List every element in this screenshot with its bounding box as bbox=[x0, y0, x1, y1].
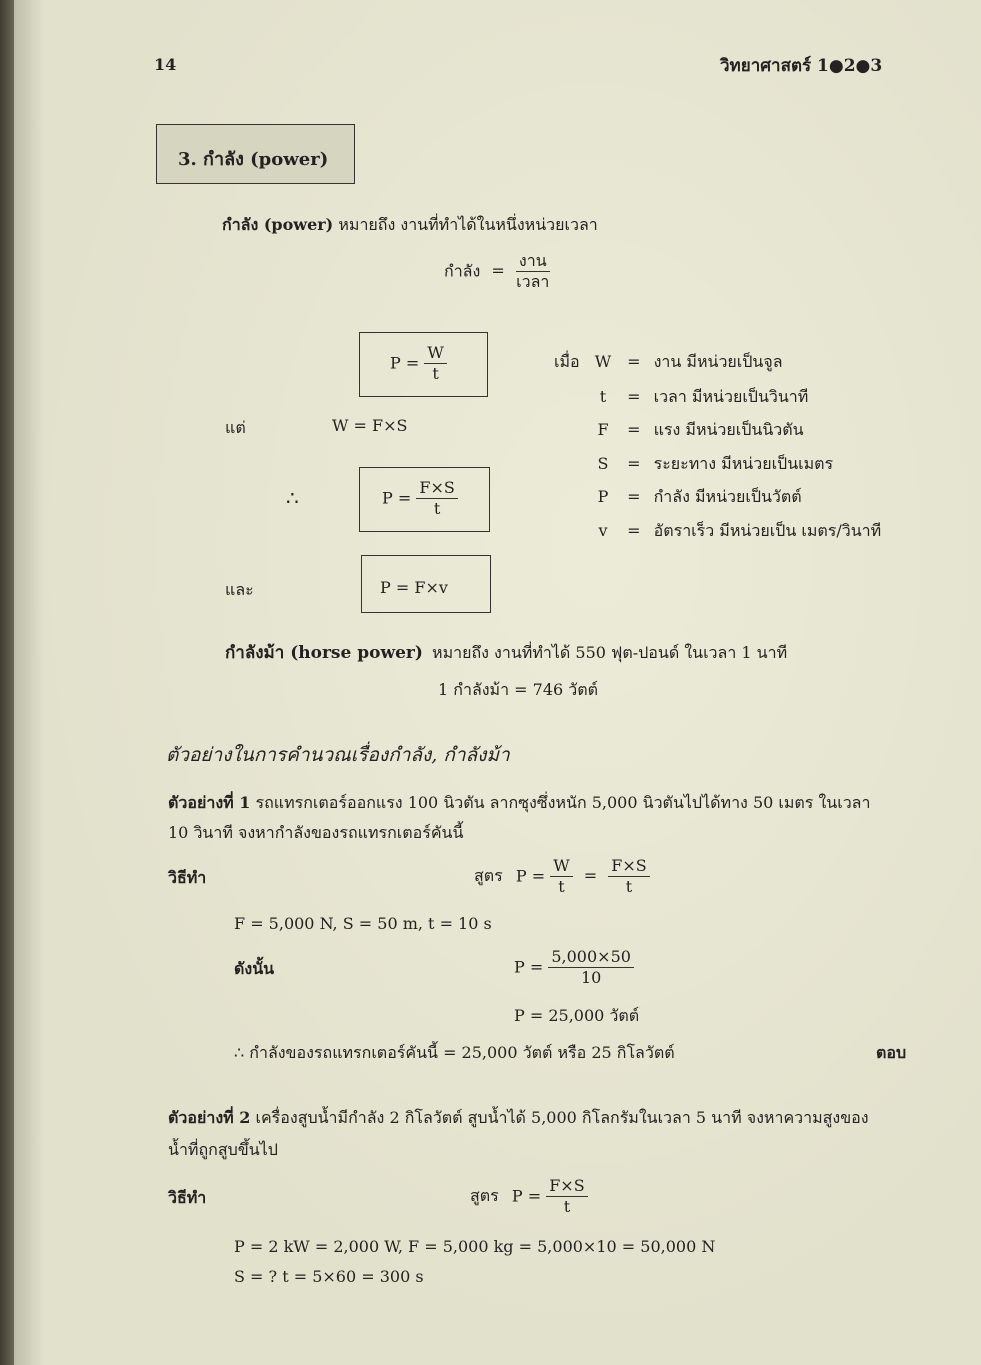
example1-problem-text: รถแทรกเตอร์ออกแรง 100 นิวตัน ลากซุงซึ่งหนัก 5,000 นิวตันไปได้ทาง 50 เมตร ในเวลา bbox=[255, 793, 871, 812]
variable-eq: = bbox=[627, 487, 641, 506]
example2-line1 bbox=[168, 1106, 869, 1131]
example1-fraction2-den: t bbox=[625, 877, 633, 897]
example1-given: F = 5,000 N, S = 50 m, t = 10 s bbox=[234, 914, 492, 933]
example2-method-label: วิธีทำ bbox=[168, 1188, 207, 1207]
example1-line2: 10 วินาที จงหากำลังของรถแทรกเตอร์คันนี้ bbox=[168, 823, 464, 842]
word-formula-eq: = bbox=[491, 261, 505, 281]
example2-fraction-den: t bbox=[563, 1197, 571, 1217]
variable-row bbox=[592, 418, 804, 443]
variable-desc: แรง มีหน่วยเป็นนิวตัน bbox=[653, 420, 804, 439]
but-label: แต่ bbox=[225, 418, 246, 437]
horsepower-definition bbox=[225, 639, 787, 666]
variable-desc: งาน มีหน่วยเป็นจูล bbox=[653, 352, 783, 371]
variable-row bbox=[592, 452, 833, 477]
word-formula bbox=[444, 252, 550, 292]
word-formula-fraction bbox=[516, 252, 550, 292]
variable-symbol: S bbox=[597, 454, 609, 473]
book-page bbox=[14, 0, 981, 1365]
formula-p-fs-t bbox=[382, 479, 458, 519]
example2-fraction bbox=[546, 1177, 587, 1217]
power-definition-text: หมายถึง งานที่ทำได้ในหนึ่งหน่วยเวลา bbox=[338, 215, 598, 234]
example1-fraction1-num: W bbox=[550, 857, 572, 877]
formula1-num: W bbox=[424, 344, 446, 364]
variable-symbol: P bbox=[597, 487, 609, 506]
formula1-lhs: P = bbox=[390, 353, 420, 373]
example1-calc-den: 10 bbox=[580, 968, 602, 988]
horsepower-text: หมายถึง งานที่ทำได้ 550 ฟุต-ปอนด์ ในเวลา 1 นาที bbox=[432, 643, 788, 662]
example2-line2: น้ำที่ถูกสูบขึ้นไป bbox=[168, 1140, 278, 1159]
example2-label: ตัวอย่างที่ 2 bbox=[168, 1108, 251, 1127]
variable-eq: = bbox=[627, 352, 641, 371]
variable-desc: กำลัง มีหน่วยเป็นวัตต์ bbox=[653, 487, 802, 506]
and-label: และ bbox=[225, 580, 254, 599]
example2-formula bbox=[470, 1177, 588, 1217]
example2-problem-text: เครื่องสูบน้ำมีกำลัง 2 กิโลวัตต์ สูบน้ำได้ 5,000 กิโลกรัมในเวลา 5 นาที จงหาความสูงของ bbox=[255, 1108, 869, 1127]
example2-fraction-num: F×S bbox=[546, 1177, 587, 1197]
example1-calc-fraction bbox=[548, 948, 634, 988]
therefore-symbol: ∴ bbox=[286, 486, 299, 510]
example1-therefore-word: ดังนั้น bbox=[234, 959, 275, 978]
formula2-den: t bbox=[433, 499, 441, 519]
variable-row bbox=[592, 519, 881, 544]
formula1-fraction bbox=[424, 344, 446, 384]
example1-formula-lhs: P = bbox=[515, 866, 546, 886]
power-term: กำลัง (power) bbox=[222, 215, 334, 234]
formula2-fraction bbox=[416, 479, 457, 519]
variable-symbol: t bbox=[599, 387, 607, 406]
example2-formula-label: สูตร bbox=[470, 1186, 499, 1206]
formula-p-fv: P = F×v bbox=[380, 578, 448, 597]
power-definition bbox=[222, 213, 598, 238]
variable-desc: อัตราเร็ว มีหน่วยเป็น เมตร/วินาที bbox=[653, 521, 882, 540]
example1-calc-num: 5,000×50 bbox=[548, 948, 634, 968]
example1-result: P = 25,000 วัตต์ bbox=[514, 1006, 640, 1025]
variable-row bbox=[592, 485, 802, 510]
page-number: 14 bbox=[154, 55, 177, 74]
variable-symbol: v bbox=[598, 521, 608, 540]
book-spine-shadow bbox=[0, 0, 14, 1365]
formula2-num: F×S bbox=[416, 479, 457, 499]
example1-calc-lhs: P = bbox=[514, 957, 544, 977]
section-heading: 3. กำลัง (power) bbox=[178, 149, 329, 170]
variable-desc: เวลา มีหน่วยเป็นวินาที bbox=[653, 387, 809, 406]
example1-line1 bbox=[168, 791, 870, 816]
variable-eq: = bbox=[627, 387, 641, 406]
word-formula-num: งาน bbox=[516, 252, 550, 272]
formula1-den: t bbox=[432, 364, 439, 384]
example2-given-1: P = 2 kW = 2,000 W, F = 5,000 kg = 5,000×10 = 50,000 N bbox=[234, 1237, 716, 1256]
example1-answer-label: ตอบ bbox=[876, 1043, 907, 1062]
example1-label: ตัวอย่างที่ 1 bbox=[168, 793, 251, 812]
example1-conclusion: ∴ กำลังของรถแทรกเตอร์คันนี้ = 25,000 วัตต์ หรือ 25 กิโลวัตต์ bbox=[234, 1043, 675, 1062]
variable-symbol: F bbox=[597, 420, 609, 439]
example1-method-label: วิธีทำ bbox=[168, 868, 207, 887]
work-equation: W = F×S bbox=[332, 416, 408, 435]
example1-fraction2-num: F×S bbox=[608, 857, 649, 877]
word-formula-den: เวลา bbox=[516, 272, 550, 292]
formula2-lhs: P = bbox=[382, 488, 412, 508]
variable-row bbox=[592, 350, 783, 375]
formula-p-w-t bbox=[390, 344, 447, 384]
variable-symbol: W bbox=[594, 352, 612, 371]
horsepower-term: กำลังม้า (horse power) bbox=[225, 643, 423, 663]
variable-eq: = bbox=[627, 420, 641, 439]
running-header-title: วิทยาศาสตร์ 1●2●3 bbox=[720, 56, 883, 76]
example2-given-2: S = ? t = 5×60 = 300 s bbox=[234, 1267, 424, 1286]
variable-row bbox=[592, 385, 808, 410]
example1-fraction2 bbox=[608, 857, 649, 897]
example1-formula bbox=[474, 857, 650, 897]
variable-desc: ระยะทาง มีหน่วยเป็นเมตร bbox=[653, 454, 834, 473]
variable-eq: = bbox=[627, 521, 641, 540]
examples-heading: ตัวอย่างในการคำนวณเรื่องกำลัง, กำลังม้า bbox=[166, 744, 510, 766]
example1-calc bbox=[514, 948, 634, 988]
example1-formula-eq: = bbox=[583, 866, 598, 886]
example1-fraction1-den: t bbox=[558, 877, 565, 897]
horsepower-equivalence: 1 กำลังม้า = 746 วัตต์ bbox=[438, 680, 599, 699]
example1-formula-label: สูตร bbox=[474, 866, 503, 886]
variable-eq: = bbox=[627, 454, 641, 473]
example2-formula-lhs: P = bbox=[511, 1186, 542, 1206]
example1-fraction1 bbox=[550, 857, 572, 897]
word-formula-lhs: กำลัง bbox=[444, 261, 481, 281]
variables-intro: เมื่อ bbox=[554, 352, 580, 371]
